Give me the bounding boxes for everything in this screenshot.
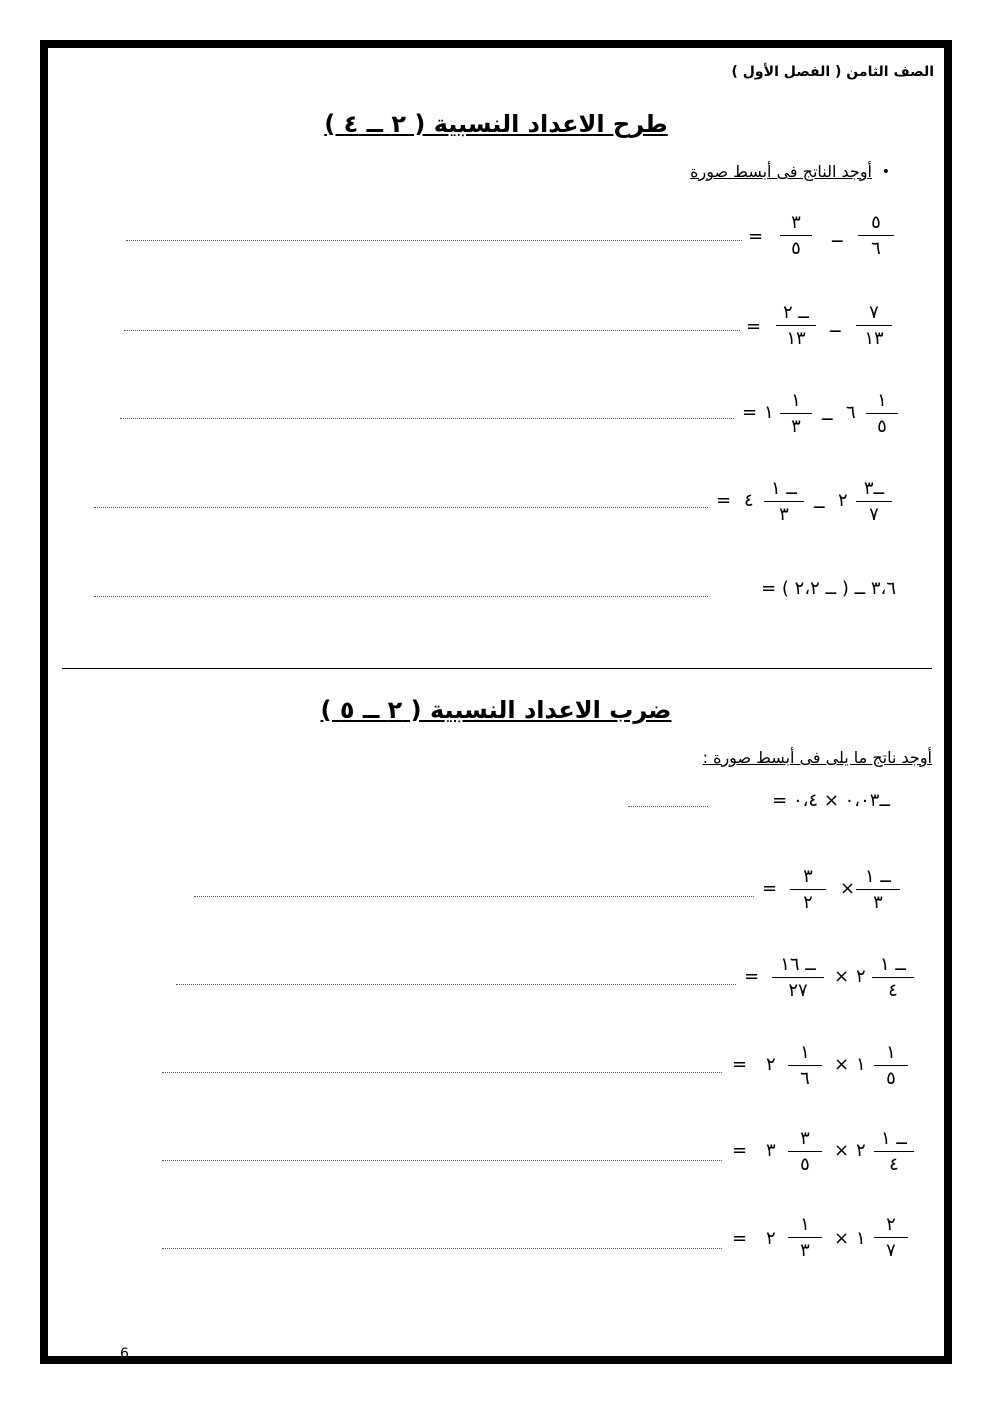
equals-sign: = bbox=[762, 878, 778, 899]
equals-sign: = bbox=[732, 1228, 748, 1249]
operator: × bbox=[834, 1228, 850, 1249]
bullet-icon: • bbox=[881, 164, 890, 180]
page-header: الصف الثامن ( الفصل الأول ) bbox=[731, 64, 934, 80]
equals-sign: = bbox=[744, 966, 760, 987]
whole-number: ١ bbox=[764, 402, 774, 423]
fraction: ٧ ١٣ bbox=[856, 302, 892, 349]
fraction: ١ ٥ bbox=[874, 1042, 908, 1089]
fraction: ــ ١٦ ٢٧ bbox=[772, 954, 824, 1001]
answer-line[interactable] bbox=[94, 596, 708, 597]
answer-line[interactable] bbox=[176, 984, 736, 985]
equals-sign: = bbox=[732, 1140, 748, 1161]
answer-line[interactable] bbox=[120, 418, 734, 419]
equals-sign: = bbox=[742, 402, 758, 423]
operator: × bbox=[834, 1054, 850, 1075]
fraction: ٥ ٦ bbox=[858, 212, 894, 259]
whole-number: ٢ bbox=[838, 490, 848, 511]
fraction: ــ ٢ ١٣ bbox=[776, 302, 816, 349]
whole-number: ٤ bbox=[744, 490, 754, 511]
whole-number: ٢ bbox=[766, 1054, 776, 1075]
section2-title: ضرب الاعداد النسبية ( ٢ ــ ٥ ) bbox=[320, 696, 672, 724]
equals-sign: = bbox=[748, 226, 764, 247]
answer-line[interactable] bbox=[628, 806, 708, 807]
section2-instruction: أوجد ناتج ما يلى فى أبسط صورة : bbox=[702, 748, 932, 767]
operator: ــ bbox=[822, 404, 833, 425]
fraction: ٢ ٧ bbox=[874, 1214, 908, 1261]
fraction: ١ ٣ bbox=[788, 1214, 822, 1261]
whole-number: ٦ bbox=[846, 402, 856, 423]
page-number: 6 bbox=[120, 1346, 129, 1362]
fraction: ١ ٥ bbox=[866, 390, 898, 437]
fraction: ــ ١ ٣ bbox=[764, 478, 804, 525]
whole-number: ٣ bbox=[766, 1140, 776, 1161]
whole-number: ٢ bbox=[856, 966, 866, 987]
answer-line[interactable] bbox=[194, 896, 754, 897]
fraction: ــ٣ ٧ bbox=[856, 478, 892, 525]
answer-line[interactable] bbox=[162, 1160, 722, 1161]
answer-line[interactable] bbox=[126, 240, 742, 241]
operator: × bbox=[840, 878, 856, 899]
equals-sign: = bbox=[716, 490, 732, 511]
fraction: ١ ٦ bbox=[788, 1042, 822, 1089]
operator: × bbox=[834, 966, 850, 987]
fraction: ١ ٣ bbox=[780, 390, 812, 437]
expression: ــ٠،٠٣ × ٠،٤ = bbox=[772, 790, 890, 811]
equals-sign: = bbox=[746, 316, 762, 337]
whole-number: ١ bbox=[856, 1054, 866, 1075]
whole-number: ٢ bbox=[766, 1228, 776, 1249]
answer-line[interactable] bbox=[94, 507, 708, 508]
whole-number: ١ bbox=[856, 1228, 866, 1249]
answer-line[interactable] bbox=[124, 330, 740, 331]
equals-sign: = bbox=[732, 1054, 748, 1075]
operator: × bbox=[834, 1140, 850, 1161]
operator: ــ bbox=[814, 492, 825, 513]
operator: ــ bbox=[832, 226, 843, 247]
section1-title: طرح الاعداد النسبية ( ٢ ــ ٤ ) bbox=[324, 110, 668, 138]
fraction: ٣ ٥ bbox=[780, 212, 812, 259]
section1-instruction: أوجد الناتج فى أبسط صورة bbox=[690, 162, 872, 181]
fraction: ٣ ٥ bbox=[788, 1128, 822, 1175]
fraction: ٣ ٢ bbox=[790, 866, 826, 913]
fraction: ــ ١ ٤ bbox=[874, 1128, 914, 1175]
fraction: ــ ١ ٣ bbox=[856, 866, 900, 913]
answer-line[interactable] bbox=[162, 1072, 722, 1073]
fraction: ــ ١ ٤ bbox=[872, 954, 914, 1001]
answer-line[interactable] bbox=[162, 1248, 722, 1249]
whole-number: ٢ bbox=[856, 1140, 866, 1161]
operator: ــ bbox=[830, 316, 841, 337]
expression: ٣،٦ ــ ( ــ ٢،٢ ) = bbox=[761, 578, 896, 599]
section-divider bbox=[62, 668, 932, 669]
